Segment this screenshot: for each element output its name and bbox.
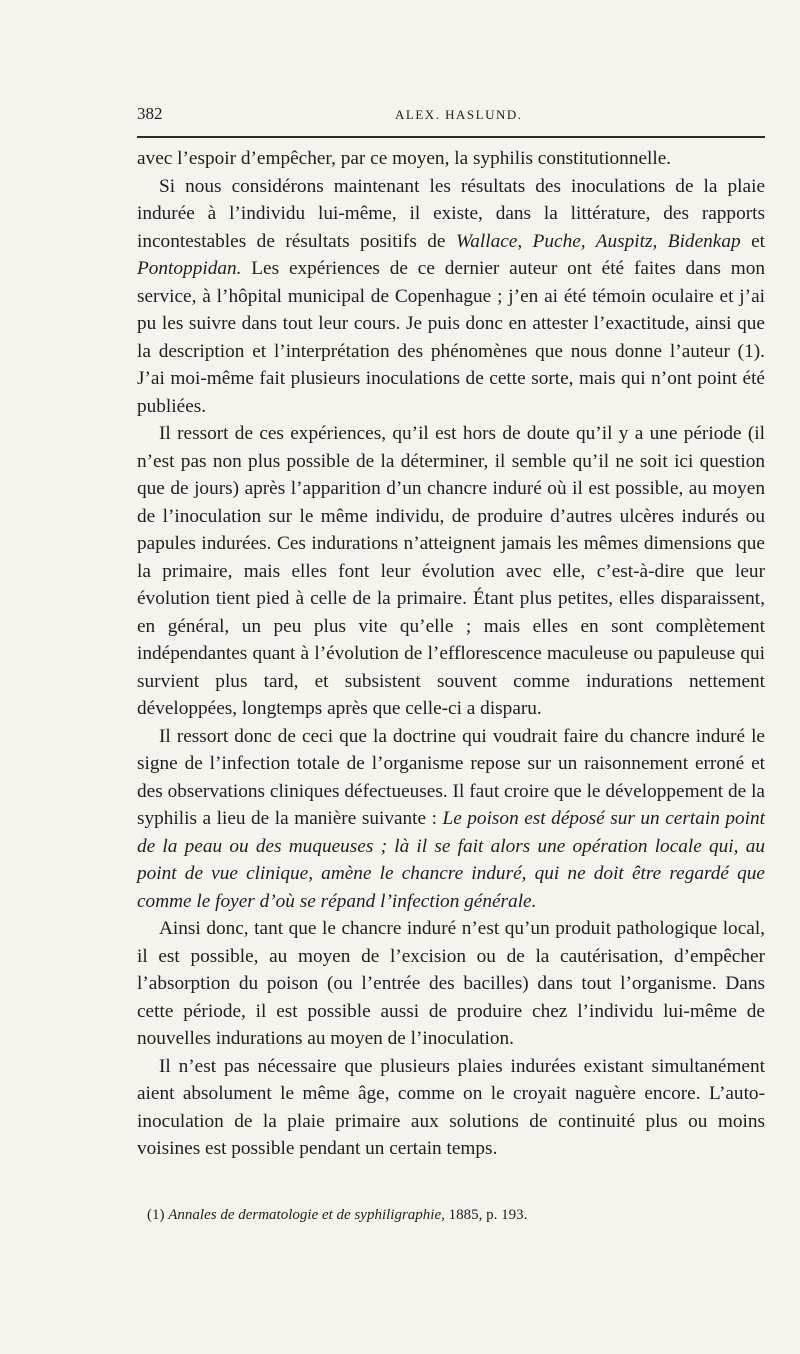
paragraph — [137, 173, 765, 421]
running-head — [137, 104, 765, 130]
footnote-source: 1885, p. 193. — [448, 1207, 528, 1223]
text-run: avec l’espoir d’empêcher, par ce moyen, la syphilis constitutionnelle. — [137, 148, 672, 169]
paragraph — [137, 723, 765, 916]
text-run: et — [740, 230, 765, 252]
footnote-marker: (1) — [147, 1207, 165, 1223]
paragraph — [137, 1053, 765, 1163]
footnote-title: Annales de dermatologie et de syphiligraphie, — [168, 1207, 445, 1223]
paragraph — [137, 420, 765, 723]
italic-run: Le poison est déposé sur un certain point de la peau ou des muqueuses ; là il se fait alors une opération locale qui, au point de vue clinique, amène le chancre induré, qui ne doit être regardé que comme le foyer d’où se répand l’infection générale. — [137, 808, 765, 912]
text-run: Si nous considérons maintenant les résultats des inoculations de la plaie indurée à l’individu lui-même, il existe, dans la littérature, des rapports incontestables de résultats positifs de — [137, 175, 765, 252]
header-rule — [137, 136, 765, 138]
paragraph — [137, 145, 765, 173]
italic-run: Pontoppidan. — [137, 258, 242, 279]
italic-run: Wallace, Puche, Auspitz, Bidenkap — [455, 230, 741, 252]
footnote — [147, 1205, 747, 1225]
page-number: 382 — [137, 104, 163, 123]
text-run: Ainsi donc, tant que le chancre induré n’est qu’un produit pathologique local, il est possible, au moyen de l’excision ou de la cautérisation, d’empêcher l’absorption du poison (ou l’entrée des bacilles) dans tout l’organisme. Dans cette période, il est possible aussi de produire chez l’individu lui-même de nouvelles indurations au moyen de l’inoculation. — [137, 918, 765, 1049]
text-run: Les expériences de ce dernier auteur ont été faites dans mon service, à l’hôpital municipal de Copenhague ; j’en ai été témoin oculaire et j’ai pu les suivre dans tout leur cours. Je puis donc en attester l’exactitude, ainsi que la description et l’interprétation des phénomènes que nous donne l’auteur (1). J’ai moi-même fait plusieurs inoculations de cette sorte, mais qui n’ont point été publiées. — [137, 258, 765, 417]
text-run: Il n’est pas nécessaire que plusieurs plaies indurées existant simultanément aient absolument le même âge, comme on le croyait naguère encore. L’auto-inoculation de la plaie primaire aux solutions de continuité plus ou moins voisines est possible pendant un certain temps. — [137, 1055, 765, 1159]
body-text — [137, 145, 765, 1163]
paragraph — [137, 915, 765, 1053]
text-run: Il ressort de ces expériences, qu’il est hors de doute qu’il y a une période (il n’est pas non plus possible de la déterminer, il semble qu’il ne soit ici question que de jours) après l’apparition d’un chancre induré où il est possible, au moyen de l’inoculation sur le même individu, de produire d’autres ulcères indurés ou papules indurées. Ces indurations n’atteignent jamais les mêmes dimensions que la primaire, mais elles font leur évolution avec elle, c’est-à-dire que leur évolution tient pied à celle de la primaire. Étant plus petites, elles disparaissent, en général, un peu plus vite qu’elle ; mais elles en sont complètement indépendantes quant à l’évolution de l’efflorescence maculeuse ou papuleuse qui survient plus tard, et subsistent souvent comme indurations nettement développées, longtemps après que celle-ci a disparu. — [137, 423, 765, 719]
running-title: ALEX. HASLUND. — [395, 107, 523, 122]
text-run: Il ressort donc de ceci que la doctrine qui voudrait faire du chancre induré le signe de l’infection totale de l’organisme repose sur un raisonnement erroné et des observations cliniques défectueuses. Il faut croire que le développement de la syphilis a lieu de la manière suivante : — [137, 725, 765, 829]
